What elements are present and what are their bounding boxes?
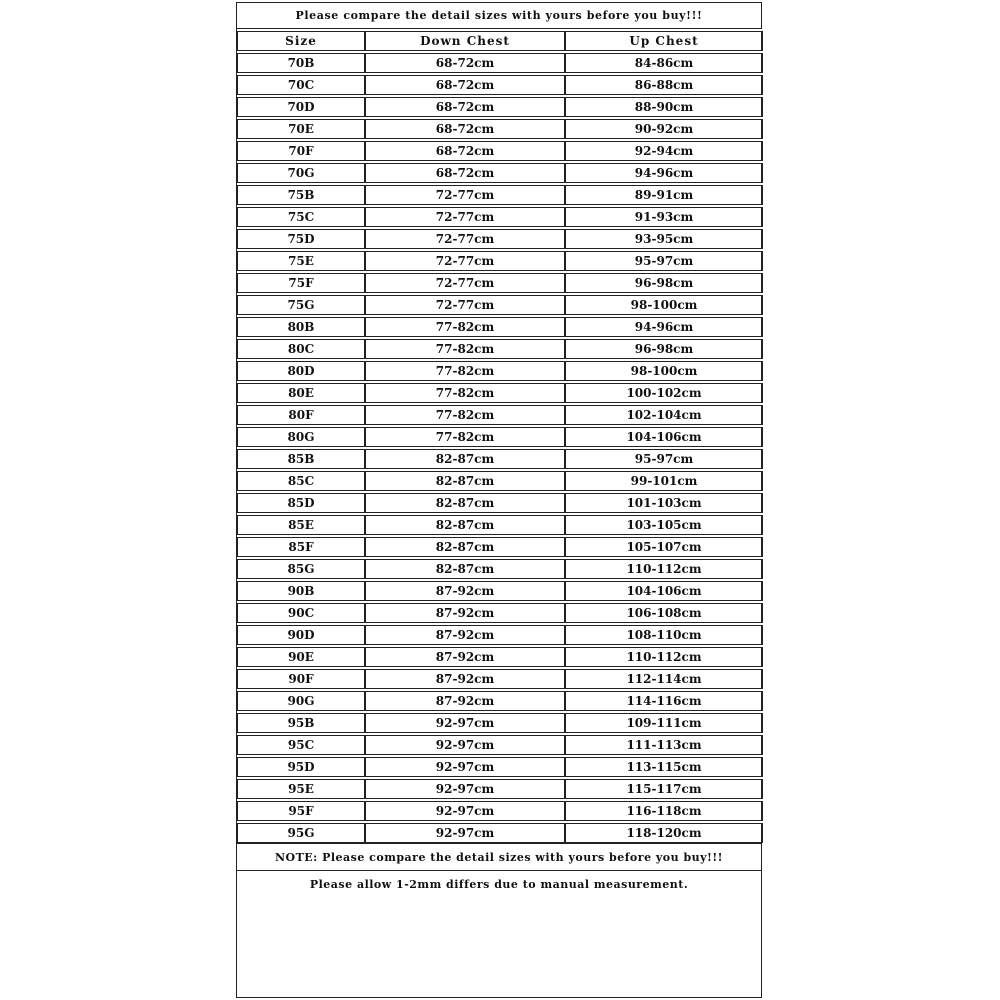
cell-size: 95B <box>237 711 365 733</box>
cell-up-chest: 84-86cm <box>565 51 763 73</box>
cell-down-chest: 92-97cm <box>365 799 565 821</box>
cell-size: 70G <box>237 161 365 183</box>
table-row <box>237 293 763 315</box>
cell-size: 75G <box>237 293 365 315</box>
cell-up-chest: 114-116cm <box>565 689 763 711</box>
cell-size: 80E <box>237 381 365 403</box>
cell-size: 95F <box>237 799 365 821</box>
table-row <box>237 117 763 139</box>
cell-up-chest: 93-95cm <box>565 227 763 249</box>
cell-up-chest: 96-98cm <box>565 337 763 359</box>
cell-size: 75C <box>237 205 365 227</box>
cell-down-chest: 92-97cm <box>365 755 565 777</box>
cell-size: 85B <box>237 447 365 469</box>
cell-up-chest: 110-112cm <box>565 645 763 667</box>
cell-down-chest: 77-82cm <box>365 337 565 359</box>
table-row <box>237 733 763 755</box>
cell-size: 95C <box>237 733 365 755</box>
cell-down-chest: 92-97cm <box>365 821 565 843</box>
cell-up-chest: 106-108cm <box>565 601 763 623</box>
cell-down-chest: 72-77cm <box>365 205 565 227</box>
cell-size: 90F <box>237 667 365 689</box>
cell-down-chest: 92-97cm <box>365 777 565 799</box>
cell-down-chest: 72-77cm <box>365 227 565 249</box>
cell-up-chest: 95-97cm <box>565 249 763 271</box>
cell-up-chest: 91-93cm <box>565 205 763 227</box>
cell-up-chest: 94-96cm <box>565 315 763 337</box>
table-row <box>237 73 763 95</box>
table-row <box>237 689 763 711</box>
cell-size: 90C <box>237 601 365 623</box>
cell-size: 75F <box>237 271 365 293</box>
table-row <box>237 139 763 161</box>
table-row <box>237 51 763 73</box>
table-row <box>237 513 763 535</box>
cell-size: 90D <box>237 623 365 645</box>
cell-down-chest: 92-97cm <box>365 733 565 755</box>
table-row <box>237 227 763 249</box>
cell-up-chest: 104-106cm <box>565 425 763 447</box>
cell-up-chest: 102-104cm <box>565 403 763 425</box>
cell-down-chest: 77-82cm <box>365 403 565 425</box>
cell-down-chest: 87-92cm <box>365 579 565 601</box>
cell-up-chest: 105-107cm <box>565 535 763 557</box>
cell-up-chest: 95-97cm <box>565 447 763 469</box>
table-row <box>237 337 763 359</box>
cell-down-chest: 87-92cm <box>365 667 565 689</box>
cell-size: 70F <box>237 139 365 161</box>
cell-up-chest: 112-114cm <box>565 667 763 689</box>
table-row <box>237 95 763 117</box>
size-table <box>237 29 763 843</box>
footer-note: NOTE: Please compare the detail sizes with yours before you buy!!! <box>237 843 761 870</box>
table-body <box>237 51 763 843</box>
cell-size: 85F <box>237 535 365 557</box>
table-row <box>237 359 763 381</box>
table-row <box>237 799 763 821</box>
cell-size: 75B <box>237 183 365 205</box>
table-row <box>237 601 763 623</box>
table-row <box>237 535 763 557</box>
cell-size: 85E <box>237 513 365 535</box>
cell-down-chest: 87-92cm <box>365 689 565 711</box>
column-header-size: Size <box>237 29 365 51</box>
cell-down-chest: 72-77cm <box>365 249 565 271</box>
cell-up-chest: 96-98cm <box>565 271 763 293</box>
cell-up-chest: 86-88cm <box>565 73 763 95</box>
table-row <box>237 447 763 469</box>
cell-down-chest: 68-72cm <box>365 95 565 117</box>
cell-down-chest: 77-82cm <box>365 425 565 447</box>
cell-size: 80B <box>237 315 365 337</box>
cell-up-chest: 94-96cm <box>565 161 763 183</box>
table-row <box>237 249 763 271</box>
cell-up-chest: 101-103cm <box>565 491 763 513</box>
table-row <box>237 469 763 491</box>
footer-measurement-note: Please allow 1-2mm differs due to manual measurement. <box>237 870 761 897</box>
cell-down-chest: 68-72cm <box>365 51 565 73</box>
cell-size: 85G <box>237 557 365 579</box>
cell-up-chest: 98-100cm <box>565 359 763 381</box>
cell-up-chest: 118-120cm <box>565 821 763 843</box>
cell-down-chest: 87-92cm <box>365 601 565 623</box>
table-row <box>237 183 763 205</box>
table-row <box>237 755 763 777</box>
table-row <box>237 821 763 843</box>
cell-up-chest: 111-113cm <box>565 733 763 755</box>
cell-size: 85C <box>237 469 365 491</box>
size-chart <box>236 2 762 998</box>
table-row <box>237 271 763 293</box>
cell-down-chest: 72-77cm <box>365 271 565 293</box>
cell-up-chest: 99-101cm <box>565 469 763 491</box>
cell-down-chest: 68-72cm <box>365 161 565 183</box>
cell-size: 80C <box>237 337 365 359</box>
header-note: Please compare the detail sizes with yours before you buy!!! <box>237 3 761 29</box>
cell-down-chest: 82-87cm <box>365 469 565 491</box>
cell-size: 75D <box>237 227 365 249</box>
table-row <box>237 161 763 183</box>
table-row <box>237 557 763 579</box>
cell-up-chest: 109-111cm <box>565 711 763 733</box>
table-row <box>237 645 763 667</box>
cell-size: 70B <box>237 51 365 73</box>
cell-down-chest: 77-82cm <box>365 359 565 381</box>
cell-down-chest: 77-82cm <box>365 381 565 403</box>
cell-down-chest: 87-92cm <box>365 623 565 645</box>
cell-up-chest: 100-102cm <box>565 381 763 403</box>
cell-down-chest: 87-92cm <box>365 645 565 667</box>
cell-up-chest: 116-118cm <box>565 799 763 821</box>
cell-down-chest: 92-97cm <box>365 711 565 733</box>
cell-size: 95G <box>237 821 365 843</box>
cell-size: 80G <box>237 425 365 447</box>
cell-size: 95D <box>237 755 365 777</box>
cell-size: 95E <box>237 777 365 799</box>
cell-size: 90G <box>237 689 365 711</box>
cell-down-chest: 82-87cm <box>365 513 565 535</box>
table-row <box>237 425 763 447</box>
table-row <box>237 777 763 799</box>
table-row <box>237 403 763 425</box>
cell-size: 80D <box>237 359 365 381</box>
cell-up-chest: 104-106cm <box>565 579 763 601</box>
cell-up-chest: 103-105cm <box>565 513 763 535</box>
cell-down-chest: 77-82cm <box>365 315 565 337</box>
column-header-up-chest: Up Chest <box>565 29 763 51</box>
table-row <box>237 315 763 337</box>
cell-size: 85D <box>237 491 365 513</box>
cell-size: 75E <box>237 249 365 271</box>
cell-size: 90B <box>237 579 365 601</box>
table-row <box>237 381 763 403</box>
column-header-down-chest: Down Chest <box>365 29 565 51</box>
cell-down-chest: 82-87cm <box>365 447 565 469</box>
table-row <box>237 579 763 601</box>
cell-size: 70E <box>237 117 365 139</box>
cell-up-chest: 92-94cm <box>565 139 763 161</box>
cell-down-chest: 68-72cm <box>365 73 565 95</box>
cell-up-chest: 98-100cm <box>565 293 763 315</box>
cell-size: 90E <box>237 645 365 667</box>
cell-down-chest: 82-87cm <box>365 557 565 579</box>
cell-down-chest: 82-87cm <box>365 491 565 513</box>
table-header-row <box>237 29 763 51</box>
cell-up-chest: 89-91cm <box>565 183 763 205</box>
cell-up-chest: 88-90cm <box>565 95 763 117</box>
cell-down-chest: 68-72cm <box>365 139 565 161</box>
cell-size: 70D <box>237 95 365 117</box>
cell-up-chest: 115-117cm <box>565 777 763 799</box>
cell-down-chest: 82-87cm <box>365 535 565 557</box>
cell-down-chest: 72-77cm <box>365 293 565 315</box>
table-row <box>237 667 763 689</box>
cell-up-chest: 113-115cm <box>565 755 763 777</box>
cell-down-chest: 68-72cm <box>365 117 565 139</box>
table-row <box>237 205 763 227</box>
cell-up-chest: 110-112cm <box>565 557 763 579</box>
table-row <box>237 711 763 733</box>
table-row <box>237 623 763 645</box>
cell-down-chest: 72-77cm <box>365 183 565 205</box>
table-row <box>237 491 763 513</box>
cell-up-chest: 108-110cm <box>565 623 763 645</box>
cell-size: 70C <box>237 73 365 95</box>
cell-up-chest: 90-92cm <box>565 117 763 139</box>
cell-size: 80F <box>237 403 365 425</box>
